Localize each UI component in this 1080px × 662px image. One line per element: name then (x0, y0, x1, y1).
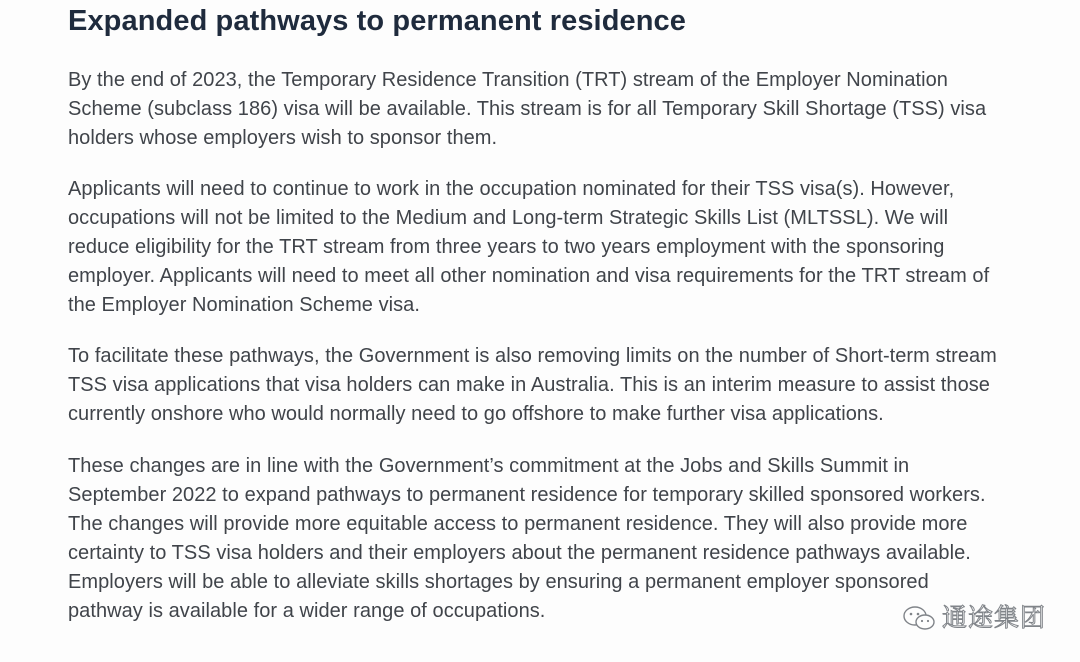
wechat-icon (902, 605, 936, 631)
paragraph: These changes are in line with the Government’s commitment at the Jobs and Skills Summit in September 2022 to expand pathways to permanent residence for temporary skilled sponsored workers. The changes will provide more equitable access to permanent residence. They will also provide more certainty to TSS visa holders and their employers about the permanent residence pathways available. Employers will be able to alleviate skills shortages by ensuring a permanent employer sponsored pathway is available for a wider range of occupations. (68, 455, 986, 622)
paragraph: To facilitate these pathways, the Government is also removing limits on the number of Short-term stream TSS visa applications that visa holders can make in Australia. This is an interim measure to assist those currently onshore who would normally need to go offshore to make further visa applications. (68, 345, 997, 425)
paragraph: By the end of 2023, the Temporary Residence Transition (TRT) stream of the Employer Nomination Scheme (subclass 186) visa will be available. This stream is for all Temporary Skill Shortage (TSS) visa holders whose employers wish to sponsor them. (68, 69, 987, 149)
paragraph: Applicants will need to continue to work in the occupation nominated for their TSS visa(s). However, occupations will not be limited to the Medium and Long-term Strategic Skills List (MLTSSL). We will reduce eligibility for the TRT stream from three years to two years employment with the sponsoring employer. Applicants will need to meet all other nomination and visa requirements for the TRT stream of the Employer Nomination Scheme visa. (68, 178, 990, 316)
article-title: Expanded pathways to permanent residence (68, 5, 687, 37)
article (68, 0, 1003, 626)
watermark (902, 604, 1046, 632)
watermark-text: 通途集团 (941, 603, 1046, 632)
